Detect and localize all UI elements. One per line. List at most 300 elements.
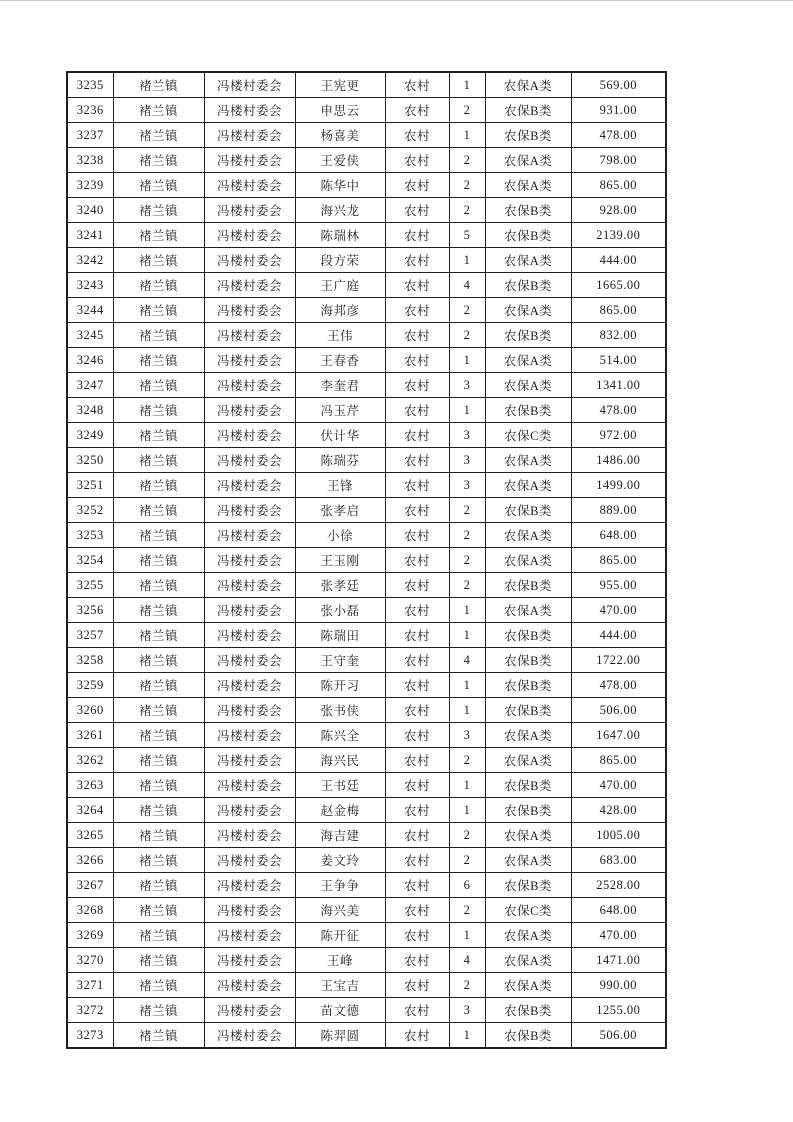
residence-type-cell: 农村: [385, 998, 449, 1023]
serial-cell: 3267: [67, 873, 113, 898]
amount-cell: 1341.00: [571, 373, 666, 398]
name-cell: 陈瑞林: [295, 223, 385, 248]
village-cell: 冯楼村委会: [204, 698, 295, 723]
residence-type-cell: 农村: [385, 823, 449, 848]
name-cell: 冯玉芹: [295, 398, 385, 423]
town-cell: 褚兰镇: [113, 1023, 204, 1049]
village-cell: 冯楼村委会: [204, 898, 295, 923]
amount-cell: 928.00: [571, 198, 666, 223]
amount-cell: 865.00: [571, 748, 666, 773]
serial-cell: 3238: [67, 148, 113, 173]
amount-cell: 2528.00: [571, 873, 666, 898]
person-count-cell: 1: [449, 673, 485, 698]
amount-cell: 1005.00: [571, 823, 666, 848]
town-cell: 褚兰镇: [113, 923, 204, 948]
amount-cell: 1499.00: [571, 473, 666, 498]
amount-cell: 470.00: [571, 598, 666, 623]
name-cell: 李奎君: [295, 373, 385, 398]
village-cell: 冯楼村委会: [204, 873, 295, 898]
name-cell: 张书侠: [295, 698, 385, 723]
screenshot-top-edge: [0, 0, 793, 1]
serial-cell: 3268: [67, 898, 113, 923]
table-row: [67, 448, 666, 473]
person-count-cell: 6: [449, 873, 485, 898]
insurance-category-cell: 农保A类: [485, 173, 571, 198]
town-cell: 褚兰镇: [113, 523, 204, 548]
village-cell: 冯楼村委会: [204, 273, 295, 298]
amount-cell: 444.00: [571, 623, 666, 648]
serial-cell: 3246: [67, 348, 113, 373]
town-cell: 褚兰镇: [113, 348, 204, 373]
person-count-cell: 2: [449, 298, 485, 323]
person-count-cell: 3: [449, 723, 485, 748]
residence-type-cell: 农村: [385, 748, 449, 773]
table-row: [67, 898, 666, 923]
village-cell: 冯楼村委会: [204, 1023, 295, 1049]
insurance-category-cell: 农保A类: [485, 348, 571, 373]
table-row: [67, 148, 666, 173]
town-cell: 褚兰镇: [113, 373, 204, 398]
serial-cell: 3253: [67, 523, 113, 548]
serial-cell: 3271: [67, 973, 113, 998]
serial-cell: 3273: [67, 1023, 113, 1049]
insurance-category-cell: 农保A类: [485, 448, 571, 473]
serial-cell: 3239: [67, 173, 113, 198]
serial-cell: 3245: [67, 323, 113, 348]
name-cell: 王争争: [295, 873, 385, 898]
residence-type-cell: 农村: [385, 698, 449, 723]
person-count-cell: 1: [449, 123, 485, 148]
serial-cell: 3262: [67, 748, 113, 773]
table-row: [67, 823, 666, 848]
residence-type-cell: 农村: [385, 173, 449, 198]
serial-cell: 3269: [67, 923, 113, 948]
town-cell: 褚兰镇: [113, 223, 204, 248]
person-count-cell: 2: [449, 848, 485, 873]
town-cell: 褚兰镇: [113, 823, 204, 848]
serial-cell: 3272: [67, 998, 113, 1023]
serial-cell: 3258: [67, 648, 113, 673]
table-row: [67, 248, 666, 273]
table-row: [67, 998, 666, 1023]
serial-cell: 3264: [67, 798, 113, 823]
village-cell: 冯楼村委会: [204, 798, 295, 823]
village-cell: 冯楼村委会: [204, 548, 295, 573]
table-row: [67, 72, 666, 98]
village-cell: 冯楼村委会: [204, 373, 295, 398]
name-cell: 陈兴全: [295, 723, 385, 748]
insurance-category-cell: 农保A类: [485, 598, 571, 623]
insurance-category-cell: 农保C类: [485, 898, 571, 923]
name-cell: 陈华中: [295, 173, 385, 198]
town-cell: 褚兰镇: [113, 598, 204, 623]
town-cell: 褚兰镇: [113, 548, 204, 573]
insurance-category-cell: 农保A类: [485, 823, 571, 848]
name-cell: 王守奎: [295, 648, 385, 673]
town-cell: 褚兰镇: [113, 848, 204, 873]
town-cell: 褚兰镇: [113, 798, 204, 823]
amount-cell: 478.00: [571, 673, 666, 698]
name-cell: 陈瑞田: [295, 623, 385, 648]
residence-type-cell: 农村: [385, 398, 449, 423]
insurance-category-cell: 农保B类: [485, 873, 571, 898]
insurance-category-cell: 农保B类: [485, 673, 571, 698]
residence-type-cell: 农村: [385, 598, 449, 623]
village-cell: 冯楼村委会: [204, 148, 295, 173]
residence-type-cell: 农村: [385, 673, 449, 698]
insurance-category-cell: 农保A类: [485, 548, 571, 573]
town-cell: 褚兰镇: [113, 698, 204, 723]
name-cell: 申思云: [295, 98, 385, 123]
town-cell: 褚兰镇: [113, 123, 204, 148]
name-cell: 海兴龙: [295, 198, 385, 223]
amount-cell: 1486.00: [571, 448, 666, 473]
table-container: [66, 71, 667, 1049]
name-cell: 张孝启: [295, 498, 385, 523]
residence-type-cell: 农村: [385, 773, 449, 798]
table-row: [67, 673, 666, 698]
person-count-cell: 4: [449, 273, 485, 298]
amount-cell: 428.00: [571, 798, 666, 823]
insurance-category-cell: 农保B类: [485, 623, 571, 648]
name-cell: 陈开习: [295, 673, 385, 698]
person-count-cell: 1: [449, 623, 485, 648]
insurance-category-cell: 农保B类: [485, 223, 571, 248]
person-count-cell: 1: [449, 798, 485, 823]
person-count-cell: 1: [449, 398, 485, 423]
town-cell: 褚兰镇: [113, 72, 204, 98]
village-cell: 冯楼村委会: [204, 773, 295, 798]
amount-cell: 470.00: [571, 773, 666, 798]
person-count-cell: 1: [449, 1023, 485, 1049]
amount-cell: 506.00: [571, 698, 666, 723]
table-row: [67, 98, 666, 123]
person-count-cell: 2: [449, 148, 485, 173]
person-count-cell: 1: [449, 72, 485, 98]
amount-cell: 865.00: [571, 298, 666, 323]
table-row: [67, 648, 666, 673]
person-count-cell: 2: [449, 898, 485, 923]
amount-cell: 865.00: [571, 173, 666, 198]
insurance-category-cell: 农保A类: [485, 298, 571, 323]
village-cell: 冯楼村委会: [204, 573, 295, 598]
amount-cell: 955.00: [571, 573, 666, 598]
residence-type-cell: 农村: [385, 223, 449, 248]
table-row: [67, 848, 666, 873]
residence-type-cell: 农村: [385, 348, 449, 373]
serial-cell: 3235: [67, 72, 113, 98]
town-cell: 褚兰镇: [113, 448, 204, 473]
insurance-category-cell: 农保B类: [485, 98, 571, 123]
table-row: [67, 173, 666, 198]
amount-cell: 1647.00: [571, 723, 666, 748]
town-cell: 褚兰镇: [113, 398, 204, 423]
table-row: [67, 348, 666, 373]
serial-cell: 3260: [67, 698, 113, 723]
person-count-cell: 2: [449, 98, 485, 123]
name-cell: 陈开征: [295, 923, 385, 948]
serial-cell: 3240: [67, 198, 113, 223]
town-cell: 褚兰镇: [113, 248, 204, 273]
residence-type-cell: 农村: [385, 548, 449, 573]
serial-cell: 3270: [67, 948, 113, 973]
serial-cell: 3247: [67, 373, 113, 398]
residence-type-cell: 农村: [385, 723, 449, 748]
table-row: [67, 298, 666, 323]
name-cell: 陈瑞芬: [295, 448, 385, 473]
person-count-cell: 1: [449, 348, 485, 373]
town-cell: 褚兰镇: [113, 998, 204, 1023]
town-cell: 褚兰镇: [113, 873, 204, 898]
table-row: [67, 548, 666, 573]
serial-cell: 3241: [67, 223, 113, 248]
name-cell: 王春香: [295, 348, 385, 373]
serial-cell: 3266: [67, 848, 113, 873]
amount-cell: 569.00: [571, 72, 666, 98]
name-cell: 杨喜美: [295, 123, 385, 148]
table-row: [67, 748, 666, 773]
table-row: [67, 948, 666, 973]
residence-type-cell: 农村: [385, 248, 449, 273]
amount-cell: 1471.00: [571, 948, 666, 973]
town-cell: 褚兰镇: [113, 973, 204, 998]
name-cell: 赵金梅: [295, 798, 385, 823]
village-cell: 冯楼村委会: [204, 398, 295, 423]
insurance-category-cell: 农保B类: [485, 698, 571, 723]
village-cell: 冯楼村委会: [204, 823, 295, 848]
village-cell: 冯楼村委会: [204, 223, 295, 248]
residence-type-cell: 农村: [385, 573, 449, 598]
residence-type-cell: 农村: [385, 923, 449, 948]
table-row: [67, 773, 666, 798]
table-row: [67, 973, 666, 998]
person-count-cell: 4: [449, 648, 485, 673]
residence-type-cell: 农村: [385, 98, 449, 123]
table-row: [67, 623, 666, 648]
town-cell: 褚兰镇: [113, 948, 204, 973]
name-cell: 王锋: [295, 473, 385, 498]
person-count-cell: 5: [449, 223, 485, 248]
amount-cell: 1722.00: [571, 648, 666, 673]
residence-type-cell: 农村: [385, 648, 449, 673]
serial-cell: 3257: [67, 623, 113, 648]
insurance-category-cell: 农保B类: [485, 398, 571, 423]
person-count-cell: 2: [449, 498, 485, 523]
village-cell: 冯楼村委会: [204, 973, 295, 998]
serial-cell: 3259: [67, 673, 113, 698]
amount-cell: 514.00: [571, 348, 666, 373]
serial-cell: 3248: [67, 398, 113, 423]
insurance-category-cell: 农保A类: [485, 248, 571, 273]
table-row: [67, 873, 666, 898]
person-count-cell: 4: [449, 948, 485, 973]
person-count-cell: 1: [449, 923, 485, 948]
name-cell: 姜文玲: [295, 848, 385, 873]
village-cell: 冯楼村委会: [204, 323, 295, 348]
serial-cell: 3237: [67, 123, 113, 148]
amount-cell: 506.00: [571, 1023, 666, 1049]
village-cell: 冯楼村委会: [204, 598, 295, 623]
serial-cell: 3255: [67, 573, 113, 598]
amount-cell: 931.00: [571, 98, 666, 123]
table-row: [67, 398, 666, 423]
town-cell: 褚兰镇: [113, 273, 204, 298]
insurance-category-cell: 农保B类: [485, 1023, 571, 1049]
town-cell: 褚兰镇: [113, 498, 204, 523]
name-cell: 王玉刚: [295, 548, 385, 573]
name-cell: 海兴美: [295, 898, 385, 923]
village-cell: 冯楼村委会: [204, 248, 295, 273]
person-count-cell: 2: [449, 973, 485, 998]
name-cell: 王爱侠: [295, 148, 385, 173]
table-row: [67, 723, 666, 748]
table-row: [67, 473, 666, 498]
town-cell: 褚兰镇: [113, 623, 204, 648]
residence-type-cell: 农村: [385, 123, 449, 148]
serial-cell: 3244: [67, 298, 113, 323]
town-cell: 褚兰镇: [113, 723, 204, 748]
name-cell: 伏计华: [295, 423, 385, 448]
insurance-category-cell: 农保B类: [485, 798, 571, 823]
amount-cell: 832.00: [571, 323, 666, 348]
person-count-cell: 1: [449, 773, 485, 798]
amount-cell: 470.00: [571, 923, 666, 948]
residence-type-cell: 农村: [385, 523, 449, 548]
insurance-category-cell: 农保C类: [485, 423, 571, 448]
serial-cell: 3252: [67, 498, 113, 523]
town-cell: 褚兰镇: [113, 898, 204, 923]
insurance-category-cell: 农保B类: [485, 323, 571, 348]
residence-type-cell: 农村: [385, 198, 449, 223]
name-cell: 王伟: [295, 323, 385, 348]
residence-type-cell: 农村: [385, 148, 449, 173]
residence-type-cell: 农村: [385, 798, 449, 823]
amount-cell: 683.00: [571, 848, 666, 873]
residence-type-cell: 农村: [385, 448, 449, 473]
insurance-category-cell: 农保B类: [485, 123, 571, 148]
residence-type-cell: 农村: [385, 298, 449, 323]
person-count-cell: 3: [449, 423, 485, 448]
serial-cell: 3256: [67, 598, 113, 623]
name-cell: 王书廷: [295, 773, 385, 798]
name-cell: 小徐: [295, 523, 385, 548]
residence-type-cell: 农村: [385, 948, 449, 973]
village-cell: 冯楼村委会: [204, 173, 295, 198]
serial-cell: 3263: [67, 773, 113, 798]
name-cell: 王宪更: [295, 72, 385, 98]
amount-cell: 2139.00: [571, 223, 666, 248]
village-cell: 冯楼村委会: [204, 648, 295, 673]
insurance-category-cell: 农保A类: [485, 748, 571, 773]
person-count-cell: 1: [449, 248, 485, 273]
village-cell: 冯楼村委会: [204, 523, 295, 548]
name-cell: 海邦彦: [295, 298, 385, 323]
residence-type-cell: 农村: [385, 1023, 449, 1049]
table-body: [67, 72, 666, 1048]
residence-type-cell: 农村: [385, 273, 449, 298]
residence-type-cell: 农村: [385, 498, 449, 523]
amount-cell: 1665.00: [571, 273, 666, 298]
table-row: [67, 198, 666, 223]
name-cell: 张小磊: [295, 598, 385, 623]
table-row: [67, 273, 666, 298]
table-row: [67, 523, 666, 548]
insurance-category-cell: 农保A类: [485, 973, 571, 998]
name-cell: 段方荣: [295, 248, 385, 273]
person-count-cell: 1: [449, 698, 485, 723]
table-row: [67, 923, 666, 948]
insurance-category-cell: 农保A类: [485, 72, 571, 98]
insurance-category-cell: 农保A类: [485, 373, 571, 398]
village-cell: 冯楼村委会: [204, 348, 295, 373]
name-cell: 苗文德: [295, 998, 385, 1023]
amount-cell: 865.00: [571, 548, 666, 573]
serial-cell: 3265: [67, 823, 113, 848]
name-cell: 陈羿圆: [295, 1023, 385, 1049]
insurance-category-cell: 农保A类: [485, 923, 571, 948]
insurance-category-cell: 农保A类: [485, 948, 571, 973]
person-count-cell: 2: [449, 548, 485, 573]
table-row: [67, 1023, 666, 1049]
person-count-cell: 2: [449, 173, 485, 198]
person-count-cell: 2: [449, 573, 485, 598]
amount-cell: 798.00: [571, 148, 666, 173]
village-cell: 冯楼村委会: [204, 848, 295, 873]
serial-cell: 3243: [67, 273, 113, 298]
residence-type-cell: 农村: [385, 473, 449, 498]
residence-type-cell: 农村: [385, 873, 449, 898]
amount-cell: 1255.00: [571, 998, 666, 1023]
table-row: [67, 598, 666, 623]
town-cell: 褚兰镇: [113, 573, 204, 598]
insurance-category-cell: 农保A类: [485, 523, 571, 548]
table-row: [67, 323, 666, 348]
amount-cell: 648.00: [571, 523, 666, 548]
name-cell: 海吉建: [295, 823, 385, 848]
table-row: [67, 498, 666, 523]
amount-cell: 648.00: [571, 898, 666, 923]
village-cell: 冯楼村委会: [204, 123, 295, 148]
table-row: [67, 573, 666, 598]
town-cell: 褚兰镇: [113, 773, 204, 798]
serial-cell: 3250: [67, 448, 113, 473]
town-cell: 褚兰镇: [113, 148, 204, 173]
person-count-cell: 2: [449, 323, 485, 348]
amount-cell: 972.00: [571, 423, 666, 448]
amount-cell: 478.00: [571, 398, 666, 423]
amount-cell: 990.00: [571, 973, 666, 998]
village-cell: 冯楼村委会: [204, 673, 295, 698]
village-cell: 冯楼村委会: [204, 748, 295, 773]
village-cell: 冯楼村委会: [204, 948, 295, 973]
town-cell: 褚兰镇: [113, 173, 204, 198]
person-count-cell: 2: [449, 748, 485, 773]
residence-type-cell: 农村: [385, 72, 449, 98]
town-cell: 褚兰镇: [113, 323, 204, 348]
person-count-cell: 2: [449, 523, 485, 548]
village-cell: 冯楼村委会: [204, 923, 295, 948]
town-cell: 褚兰镇: [113, 423, 204, 448]
town-cell: 褚兰镇: [113, 298, 204, 323]
person-count-cell: 3: [449, 473, 485, 498]
benefits-table: [66, 71, 667, 1049]
serial-cell: 3261: [67, 723, 113, 748]
name-cell: 王宝吉: [295, 973, 385, 998]
insurance-category-cell: 农保A类: [485, 473, 571, 498]
insurance-category-cell: 农保B类: [485, 648, 571, 673]
town-cell: 褚兰镇: [113, 98, 204, 123]
residence-type-cell: 农村: [385, 898, 449, 923]
